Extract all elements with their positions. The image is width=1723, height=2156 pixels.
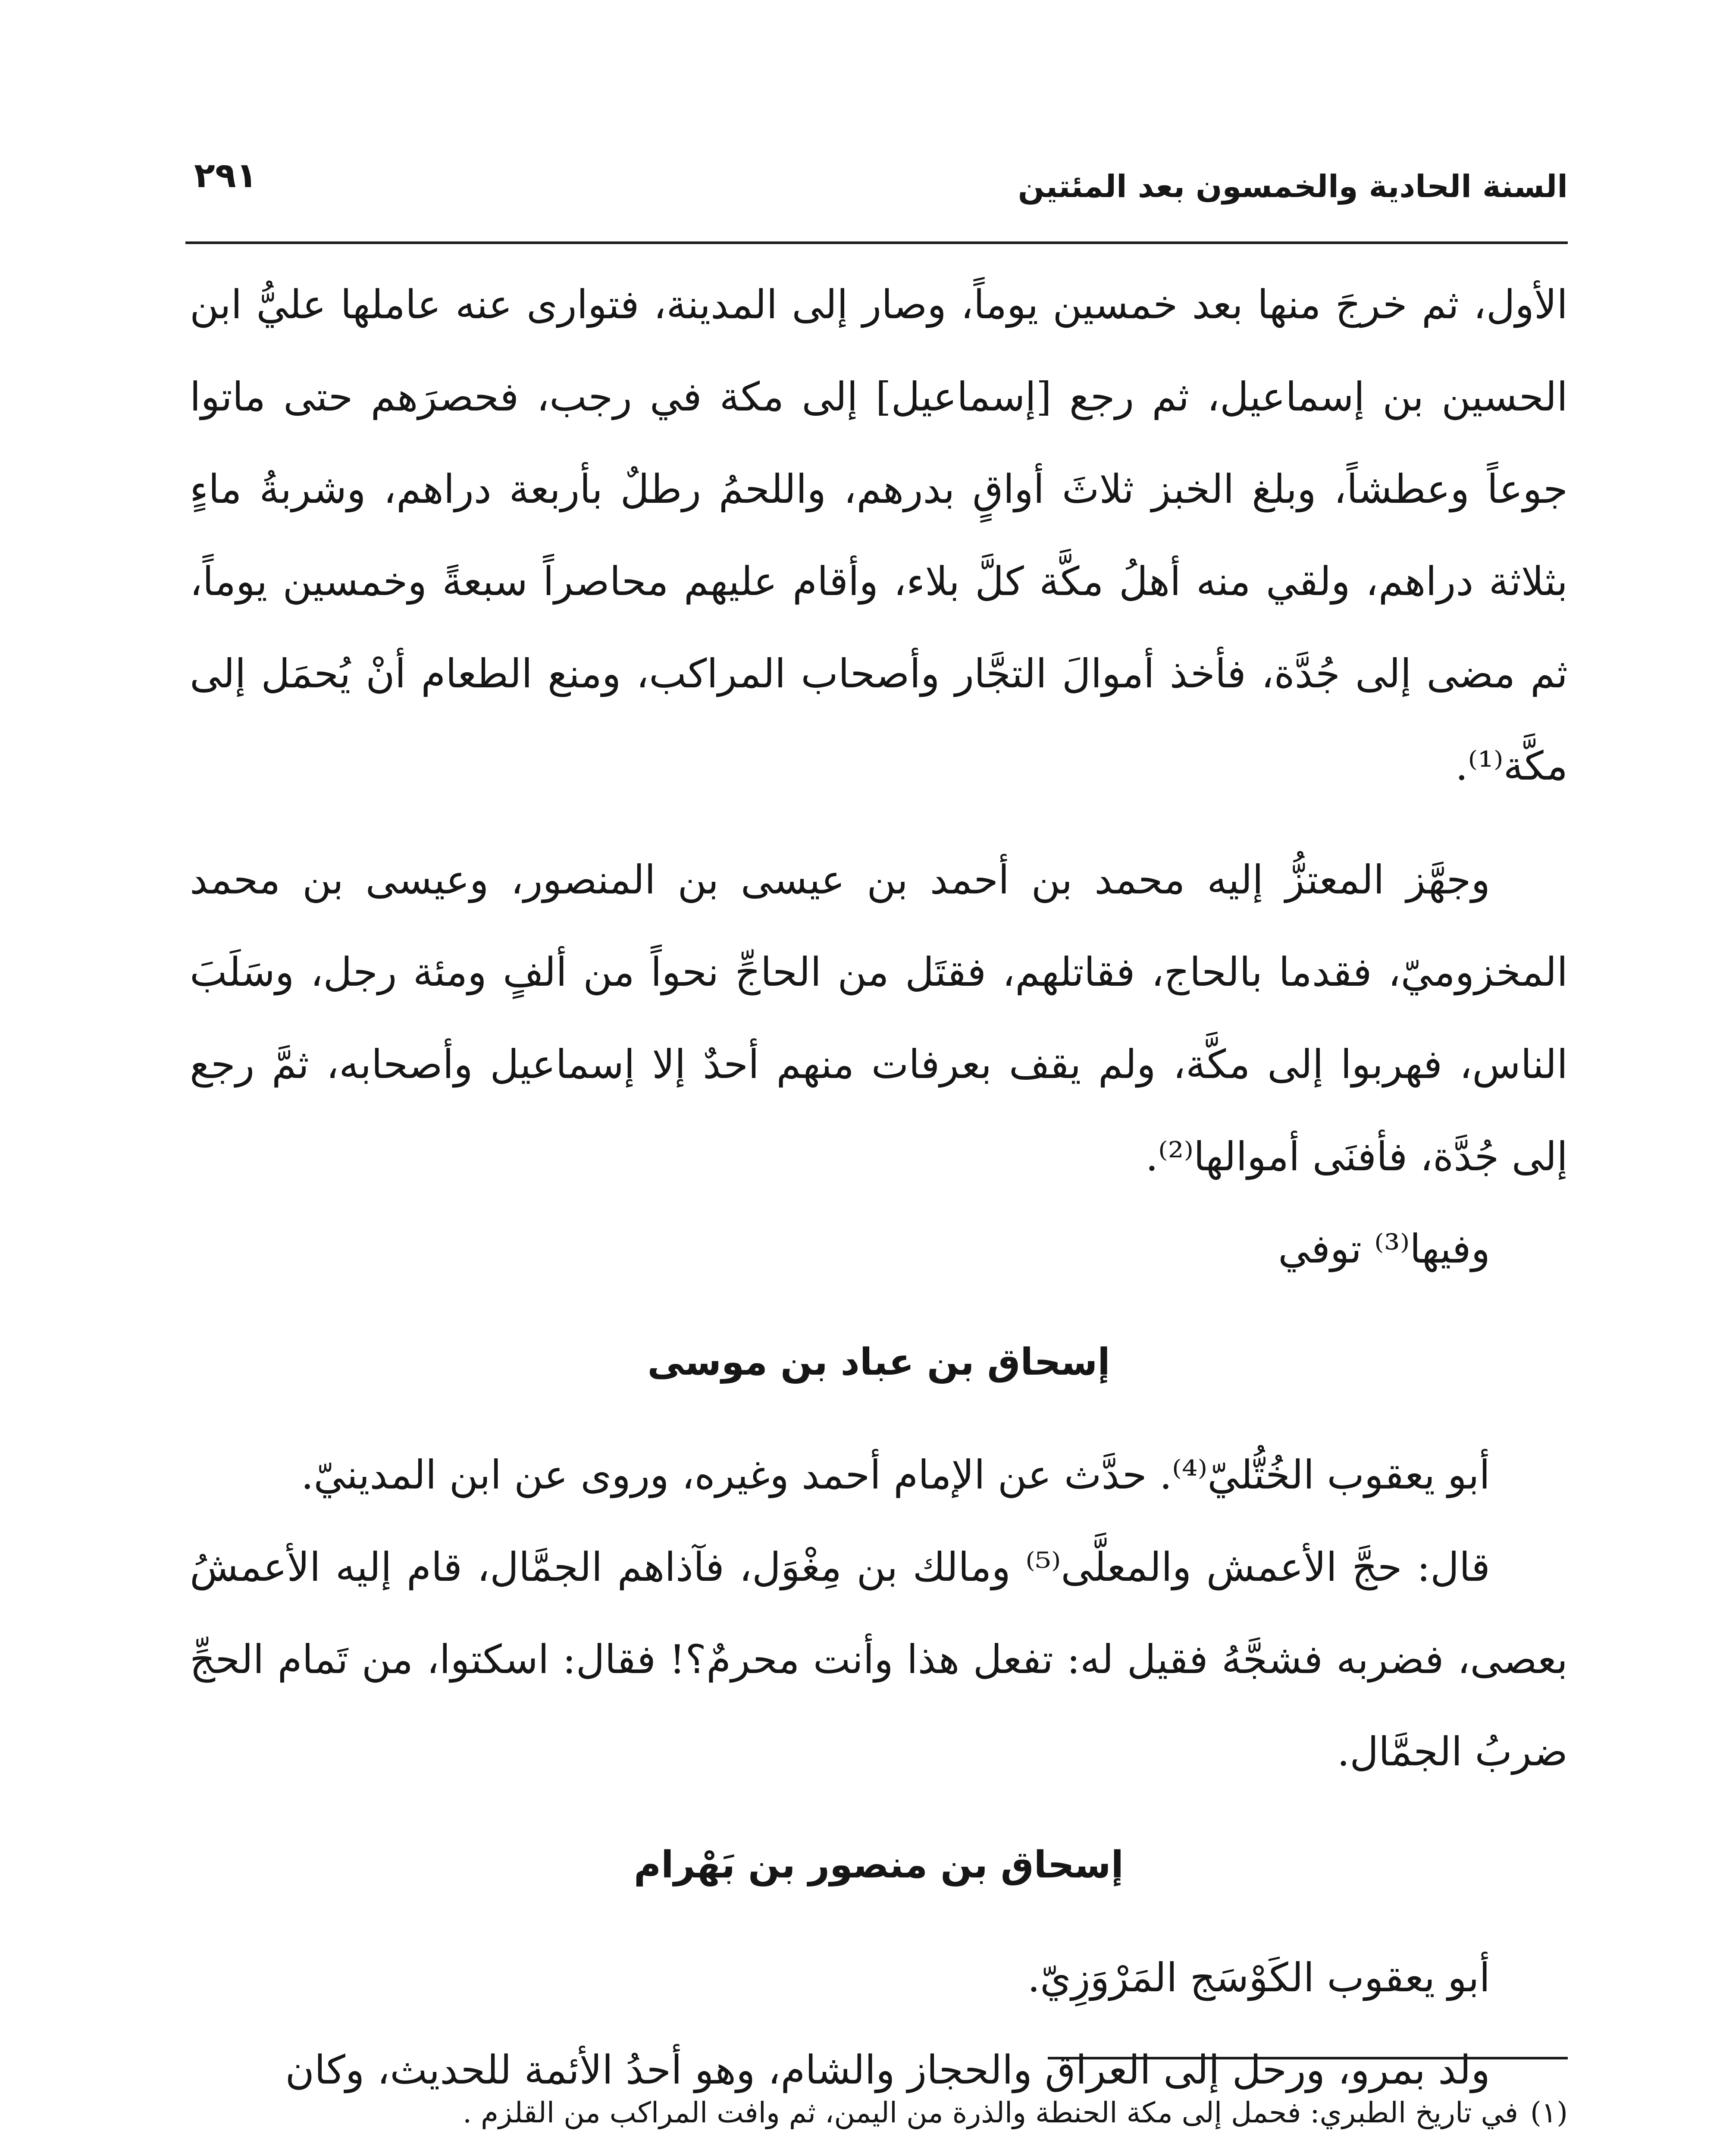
footnote [190,2147,1568,2156]
footnote-separator [1048,2057,1568,2059]
footnote [190,2078,1568,2147]
footnotes [190,2078,1568,2156]
page-header [185,147,1568,203]
section-heading: إسحاق بن عباد بن موسى [647,1341,1110,1384]
paragraph: ولد بمرو، ورحل إلى العراق والحجاز والشام، وهو أحدُ الأئمة للحديث، وكان [285,2047,1490,2093]
footnote-text: في تاريخ الطبري: فحمل إلى مكة الحنطة والذرة من اليمن، ثم وافت المراكب من القلزم . [463,2096,1519,2129]
footnote-number [1530,2147,1568,2156]
paragraph: وفيها⁽³⁾ توفي [1278,1226,1490,1272]
section-heading: إسحاق بن منصور بن بَهْرام [634,1843,1124,1887]
paragraph: أبو يعقوب الكَوْسَج المَرْوَزِيّ. [1027,1955,1490,2001]
paragraph: أبو يعقوب الخُتُّليّ⁽⁴⁾. حدَّث عن الإمام أحمد وغيره، وروى عن ابن المدينيّ. [301,1452,1490,1498]
running-title: السنة الحادية والخمسون بعد المئتين [1018,168,1568,204]
header-rule [185,241,1568,244]
main-text [190,259,1568,2116]
paragraph: الأول، ثم خرجَ منها بعد خمسين يوماً، وصار إلى المدينة، فتوارى عنه عاملها عليُّ ابن الحسين بن إسماعيل، ثم رجع [إسماعيل] إلى مكة في رجب، فحصرَهم حتى ماتوا جوعاً وعطشاً، وبلغ الخبز ثلاثَ أواقٍ بدرهم، واللحمُ رطلٌ بأربعة دراهم، وشربةُ ماءٍ بثلاثة دراهم، ولقي منه أهلُ مكَّة كلَّ بلاء، وأقام عليهم محاصراً سبعةً وخمسين يوماً، ثم مضى إلى جُدَّة، فأخذ أموالَ التجَّار وأصحاب المراكب، ومنع الطعام أنْ يُحمَل إلى مكَّة⁽¹⁾. [190,282,1568,789]
paragraph: وجهَّز المعتزُّ إليه محمد بن أحمد بن عيسى بن المنصور، وعيسى بن محمد المخزوميّ، فقدما بالحاج، فقاتلهم، فقتَل من الحاجِّ نحواً من ألفٍ ومئة رجل، وسَلَبَ الناس، فهربوا إلى مكَّة، ولم يقف بعرفات منهم أحدٌ إلا إسماعيل وأصحابه، ثمَّ رجع إلى جُدَّة، فأفنَى أموالها⁽²⁾. [190,857,1568,1180]
paragraph: قال: حجَّ الأعمش والمعلَّى⁽⁵⁾ ومالك بن مِغْوَل، فآذاهم الجمَّال، قام إليه الأعمشُ بعصى، فضربه فشجَّهُ فقيل له: تفعل هذا وأنت محرمٌ؟! فقال: اسكتوا، من تَمام الحجِّ ضربُ الجمَّال. [190,1544,1568,1775]
footnote-number: (١) [1530,2096,1568,2129]
page-number: ٢٩١ [194,155,257,195]
